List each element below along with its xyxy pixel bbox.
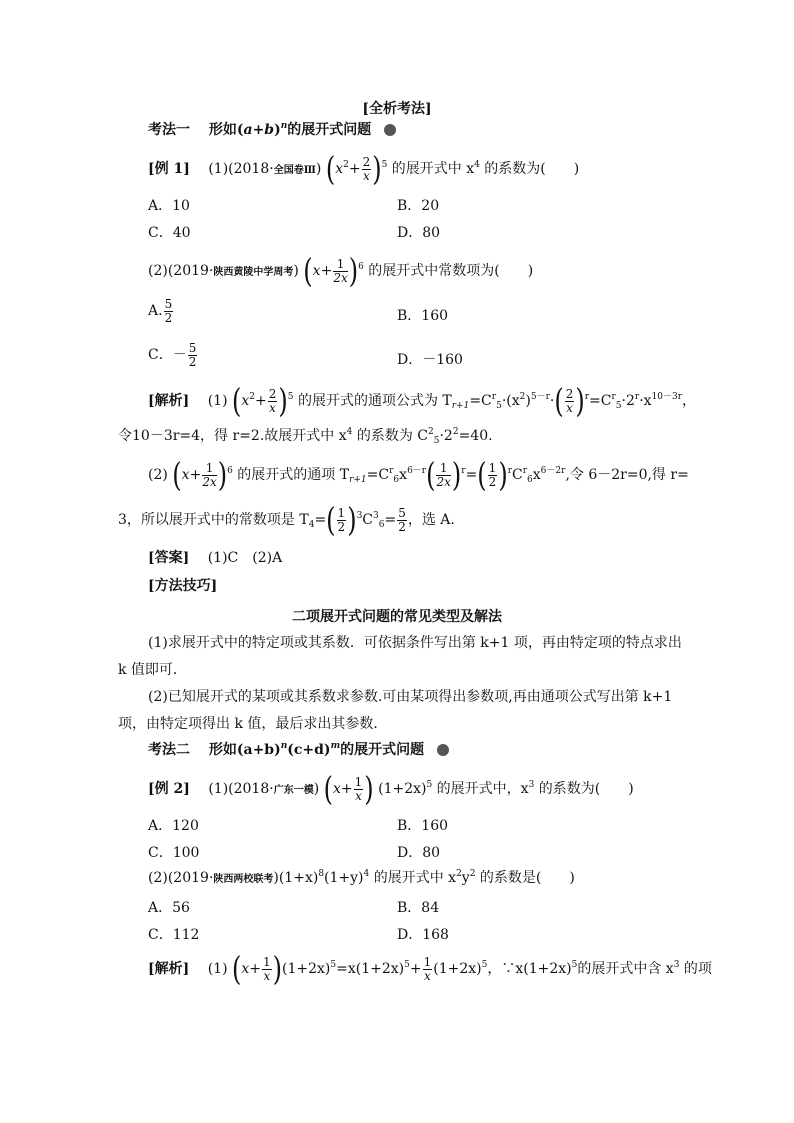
ex2-q2-option-d[interactable]: D．168 [397, 927, 449, 943]
ex2-q1-option-a[interactable]: A．120 [148, 818, 199, 834]
ex1-q2-option-d[interactable]: D．－160 [397, 352, 463, 368]
ex2-q1-option-c[interactable]: C．100 [148, 845, 200, 861]
ex2-q1: [例 2] (1)(2018·广东一模) (x+ $\frac{1}{x}$ ) $(1+2x)^5$ 的展开式中，$x^3$ 的系数为( ) [148, 770, 634, 808]
ex1-q1-option-b[interactable]: B．20 [397, 198, 440, 214]
ex2-q1-option-d[interactable]: D．80 [397, 845, 441, 861]
bullet-dot-icon [437, 744, 449, 756]
ex1-q1-option-d[interactable]: D．80 [397, 225, 441, 241]
ex2-q2-option-b[interactable]: B．84 [397, 900, 440, 916]
analysis1-label: [解析] [148, 393, 190, 410]
ex2-q2-option-a[interactable]: A．56 [148, 900, 190, 916]
ex1-label: [例 1] [148, 161, 190, 178]
tips-p2-b: 项，由特定项得出 k 值，最后求出其参数． [118, 716, 388, 732]
ex2-q1-option-b[interactable]: B．160 [397, 818, 449, 834]
ex1-q1-option-c[interactable]: C．40 [148, 225, 191, 241]
analysis2-label: [解析] [148, 961, 190, 978]
tips-p1-a: (1)求展开式中的特定项或其系数．可依据条件写出第 k+1 项，再由特定项的特点求出 [148, 635, 682, 651]
tips-heading: 二项展开式问题的常见类型及解法 [292, 609, 502, 625]
ex2-q2: (2)(2019·陕西两校联考)$(1+x)^8(1+y)^4$ 的展开式中 $x^2y^2$ 的系数是( ) [148, 869, 575, 886]
ex1-q2: (2)(2019·陕西黄陵中学周考) (x+ $\frac{1}{2x}$ )$^6$ 的展开式中常数项为( ) [148, 252, 534, 290]
answer1-label: [答案] [148, 550, 190, 566]
ex1-q1: [例 1] (1)(2018·全国卷Ⅲ) ($x^2+$ $\frac{2}{x}$ )$^5$ 的展开式中 $x^4$ 的系数为( ) [148, 150, 580, 188]
method2-heading: 考法二 形如$(a+b)^n(c+d)^m$的展开式问题 [148, 742, 449, 759]
analysis1-line4: 3，所以展开式中的常数项是 $T_4=$( $\frac{1}{2}$ )$^3C^3_6=$ $\frac{5}{2}$ ，选 A. [118, 501, 455, 539]
bullet-dot-icon [384, 124, 396, 136]
analysis1-line2: 令10－3r=4，得 r=2.故展开式中 $x^4$ 的系数为 $C^2_5\cdot 2^2=40$. [118, 427, 493, 446]
answer1: [答案] (1)C (2)A [148, 550, 283, 566]
ex1-q1-option-a[interactable]: A．10 [148, 198, 190, 214]
ex1-q2-option-b[interactable]: B．160 [397, 308, 449, 324]
method1-label: 考法一 [148, 122, 190, 138]
method2-label: 考法二 [148, 742, 190, 758]
ex1-q2-option-c[interactable]: C．－ $\frac{5}{2}$ [148, 341, 197, 369]
method1-heading: 考法一 形如$(a+b)^n$的展开式问题 [148, 122, 396, 139]
analysis2-line1: [解析] (1) (x+ $\frac{1}{x}$ )$(1+2x)^5=x(1+2x)^5+$ $\frac{1}{x}$ $(1+2x)^5$，$\because x(1+2x)^5$的展开式中含 $x^3$ 的项 [148, 950, 712, 988]
ex2-q2-option-c[interactable]: C．112 [148, 927, 200, 943]
tips-p2-a: (2)已知展开式的某项或其系数求参数.可由某项得出参数项,再由通项公式写出第 k+1 [148, 689, 673, 705]
ex1-q2-option-a[interactable]: A. $\frac{5}{2}$ [148, 297, 173, 325]
section-header: [全析考法] [362, 101, 432, 117]
analysis1-line3: (2) (x+ $\frac{1}{2x}$ )$^6$ 的展开式的通项 $T_{r+1}=C^r_6x^{6-r}$( $\frac{1}{2x}$ )$^r$=( $\frac{1}{2}$ )$^rC^r_6x^{6-2r}$,令 6－2r=0,得 r= [148, 456, 689, 494]
tips-label: [方法技巧] [148, 578, 218, 594]
tips-p1-b: k 值即可． [118, 662, 187, 678]
analysis1-line1: [解析] (1) ($x^2+$ $\frac{2}{x}$ )$^5$ 的展开式的通项公式为 $T_{r+1}=C^r_5\cdot(x^2)^{5-r}\cdot$( $\frac{2}{x}$ )$^r=C^r_5\cdot 2^r\cdot x^{10-3r}$， [148, 382, 697, 420]
ex2-label: [例 2] [148, 781, 190, 798]
